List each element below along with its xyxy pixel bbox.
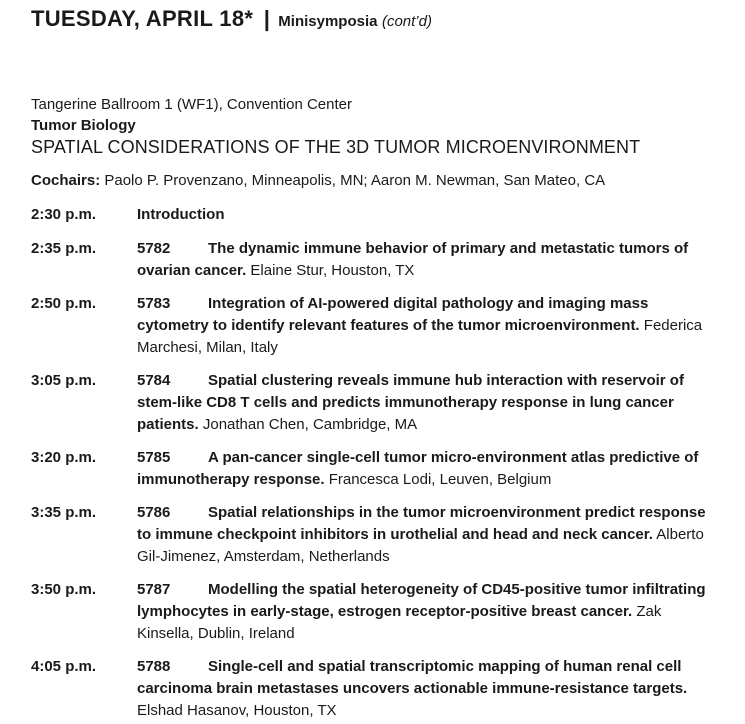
abstract-number: 5786 — [137, 504, 171, 521]
cochairs-line — [31, 172, 605, 189]
entry-title: A pan-cancer single-cell tumor micro-environment atlas predictive of immunotherapy response. — [137, 449, 699, 488]
session-title: SPATIAL CONSIDERATIONS OF THE 3D TUMOR MICROENVIRONMENT — [31, 137, 641, 157]
entry-title: Introduction — [137, 206, 225, 223]
entry-title: The dynamic immune behavior of primary and metastatic tumors of ovarian cancer. — [137, 240, 689, 279]
session-track: Tumor Biology — [31, 117, 136, 134]
cochairs-names: Paolo P. Provenzano, Minneapolis, MN; Aaron M. Newman, San Mateo, CA — [104, 172, 606, 189]
abstract-number: 5788 — [137, 658, 171, 675]
entry-time: 3:20 p.m. — [31, 449, 97, 466]
entry-author: Elaine Stur, Houston, TX — [250, 262, 415, 279]
entry-title: Spatial relationships in the tumor microenvironment predict response to immune checkpoint inhibitors in urothelial and head and neck cancer. — [137, 504, 706, 543]
abstract-number: 5782 — [137, 240, 171, 257]
session-location: Tangerine Ballroom 1 (WF1), Convention Center — [31, 96, 352, 113]
entry-time: 2:50 p.m. — [31, 295, 97, 312]
entry-time: 3:50 p.m. — [31, 581, 97, 598]
abstract-number: 5787 — [137, 581, 171, 598]
entry-author: Elshad Hasanov, Houston, TX — [137, 702, 337, 719]
entry-title: Modelling the spatial heterogeneity of CD45-positive tumor infiltrating lymphocytes in early-stage, estrogen receptor-positive breast cancer. — [137, 581, 706, 620]
cochairs-label: Cochairs: — [31, 172, 101, 189]
entry-title: Integration of AI-powered digital pathology and imaging mass cytometry to identify relevant features of the tumor microenvironment. — [137, 295, 649, 334]
entry-time: 4:05 p.m. — [31, 658, 97, 675]
entry-time: 3:35 p.m. — [31, 504, 97, 521]
entry-time: 2:30 p.m. — [31, 206, 97, 223]
abstract-number: 5783 — [137, 295, 171, 312]
entry-time: 2:35 p.m. — [31, 240, 97, 257]
section-name: Minisymposia — [278, 13, 378, 30]
abstract-number: 5784 — [137, 372, 171, 389]
page-header — [31, 6, 432, 32]
entry-title: Spatial clustering reveals immune hub interaction with reservoir of stem-like CD8 T cells and predicts immunotherapy response in lung cancer patients. — [137, 372, 684, 433]
day-heading: TUESDAY, APRIL 18* — [31, 6, 254, 31]
continued-note: (cont’d) — [381, 13, 432, 30]
entry-time: 3:05 p.m. — [31, 372, 97, 389]
abstract-number: 5785 — [137, 449, 171, 466]
entry-title: Single-cell and spatial transcriptomic mapping of human renal cell carcinoma brain metastases uncovers actionable immune-resistance targets. — [137, 658, 688, 697]
entry-author: Zak Kinsella, Dublin, Ireland — [137, 603, 662, 642]
entry-author: Jonathan Chen, Cambridge, MA — [202, 416, 418, 433]
entry-author: Alberto Gil-Jimenez, Amsterdam, Netherlands — [137, 526, 704, 565]
entry-author: Federica Marchesi, Milan, Italy — [137, 317, 703, 356]
header-separator: | — [263, 6, 270, 31]
entry-author: Francesca Lodi, Leuven, Belgium — [328, 471, 552, 488]
